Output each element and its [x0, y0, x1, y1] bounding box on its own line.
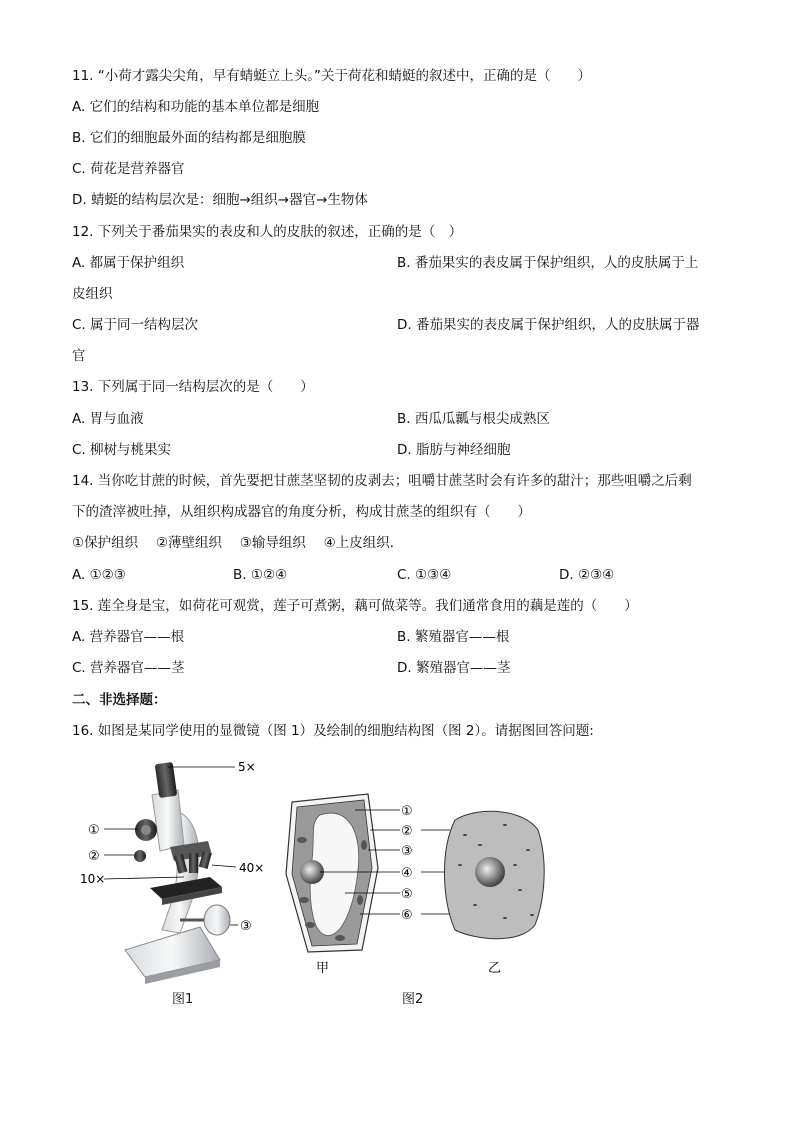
- q14-stem-line2: 下的渣滓被吐掉，从组织构成器官的角度分析，构成甘蔗茎的组织有（ ）: [72, 504, 531, 520]
- cell-label-4: ④: [401, 866, 413, 881]
- q14-option-b: B. ①②④: [233, 567, 288, 583]
- animal-cell: [444, 811, 544, 938]
- label-eyepiece: 5×: [238, 760, 256, 774]
- q15-option-b: B. 繁殖器官——根: [397, 629, 510, 645]
- cell-label-1: ①: [401, 804, 413, 819]
- cell-label-2: ②: [401, 824, 413, 839]
- label-yi: 乙: [488, 961, 502, 976]
- q15-stem: 15. 莲全身是宝，如荷花可观赏，莲子可煮粥，藕可做菜等。我们通常食用的藕是莲的（ ）: [72, 598, 638, 614]
- q12-option-c: C. 属于同一结构层次: [72, 317, 199, 333]
- label-jia: 甲: [316, 961, 330, 976]
- q13-option-d: D. 脂肪与神经细胞: [397, 442, 511, 458]
- q14-items: ①保护组织 ②薄壁组织 ③输导组织 ④上皮组织．: [72, 535, 404, 551]
- label-marker-1: ①: [88, 823, 100, 838]
- cell-figure: [280, 790, 550, 980]
- q11-stem: 11. “小荷才露尖尖角，早有蜻蜓立上头。”关于荷花和蜻蜓的叙述中，正确的是（ ）: [72, 68, 591, 84]
- q13-option-a: A. 胃与血液: [72, 411, 144, 427]
- cell-label-5: ⑤: [401, 887, 413, 902]
- q15-option-c: C. 营养器官——茎: [72, 660, 185, 676]
- q12-option-d-line1: D. 番茄果实的表皮属于保护组织，人的皮肤属于器: [397, 317, 700, 333]
- label-10x: 10×: [80, 872, 106, 886]
- label-objective: 40×: [239, 861, 265, 875]
- q11-option-c: C. 荷花是营养器官: [72, 161, 185, 177]
- figure1-caption: 图1: [172, 992, 194, 1007]
- q11-option-d: D. 蜻蜓的结构层次是：细胞→组织→器官→生物体: [72, 192, 368, 208]
- q13-stem: 13. 下列属于同一结构层次的是（ ）: [72, 379, 314, 395]
- q12-option-d-line2: 官: [72, 348, 86, 364]
- figure2-caption: 图2: [402, 992, 424, 1007]
- plant-cell: [286, 794, 378, 952]
- mirror: [204, 905, 230, 935]
- cell-label-6: ⑥: [401, 908, 413, 923]
- q12-option-b-line2: 皮组织: [72, 286, 113, 302]
- label-marker-2: ②: [88, 849, 100, 864]
- q11-option-a: A. 它们的结构和功能的基本单位都是细胞: [72, 99, 320, 115]
- fine-adjustment-knob: [134, 850, 146, 862]
- label-marker-3: ③: [240, 919, 252, 934]
- q12-stem: 12. 下列关于番茄果实的表皮和人的皮肤的叙述，正确的是（ ）: [72, 224, 463, 240]
- microscope-figure: [80, 755, 280, 985]
- q14-stem-line1: 14. 当你吃甘蔗的时候，首先要把甘蔗茎坚韧的皮剥去；咀嚼甘蔗茎时会有许多的甜汁；那些咀嚼之后剩: [72, 473, 692, 489]
- q11-option-b: B. 它们的细胞最外面的结构都是细胞膜: [72, 130, 306, 146]
- cell-label-3: ③: [401, 844, 413, 859]
- q14-option-c: C. ①③④: [397, 567, 452, 583]
- q13-option-c: C. 柳树与桃果实: [72, 442, 172, 458]
- q12-option-a: A. 都属于保护组织: [72, 255, 185, 271]
- q14-option-d: D. ②③④: [559, 567, 615, 583]
- q13-option-b: B. 西瓜瓜瓤与根尖成熟区: [397, 411, 550, 427]
- q12-option-b-line1: B. 番茄果实的表皮属于保护组织，人的皮肤属于上: [397, 255, 699, 271]
- q16-stem: 16. 如图是某同学使用的显微镜（图 1）及绘制的细胞结构图（图 2）。请据图回答问题:: [72, 723, 594, 739]
- q15-option-a: A. 营养器官——根: [72, 629, 185, 645]
- section-heading: 二、非选择题：: [72, 692, 167, 708]
- q14-option-a: A. ①②③: [72, 567, 126, 583]
- q15-option-d: D. 繁殖器官——茎: [397, 660, 511, 676]
